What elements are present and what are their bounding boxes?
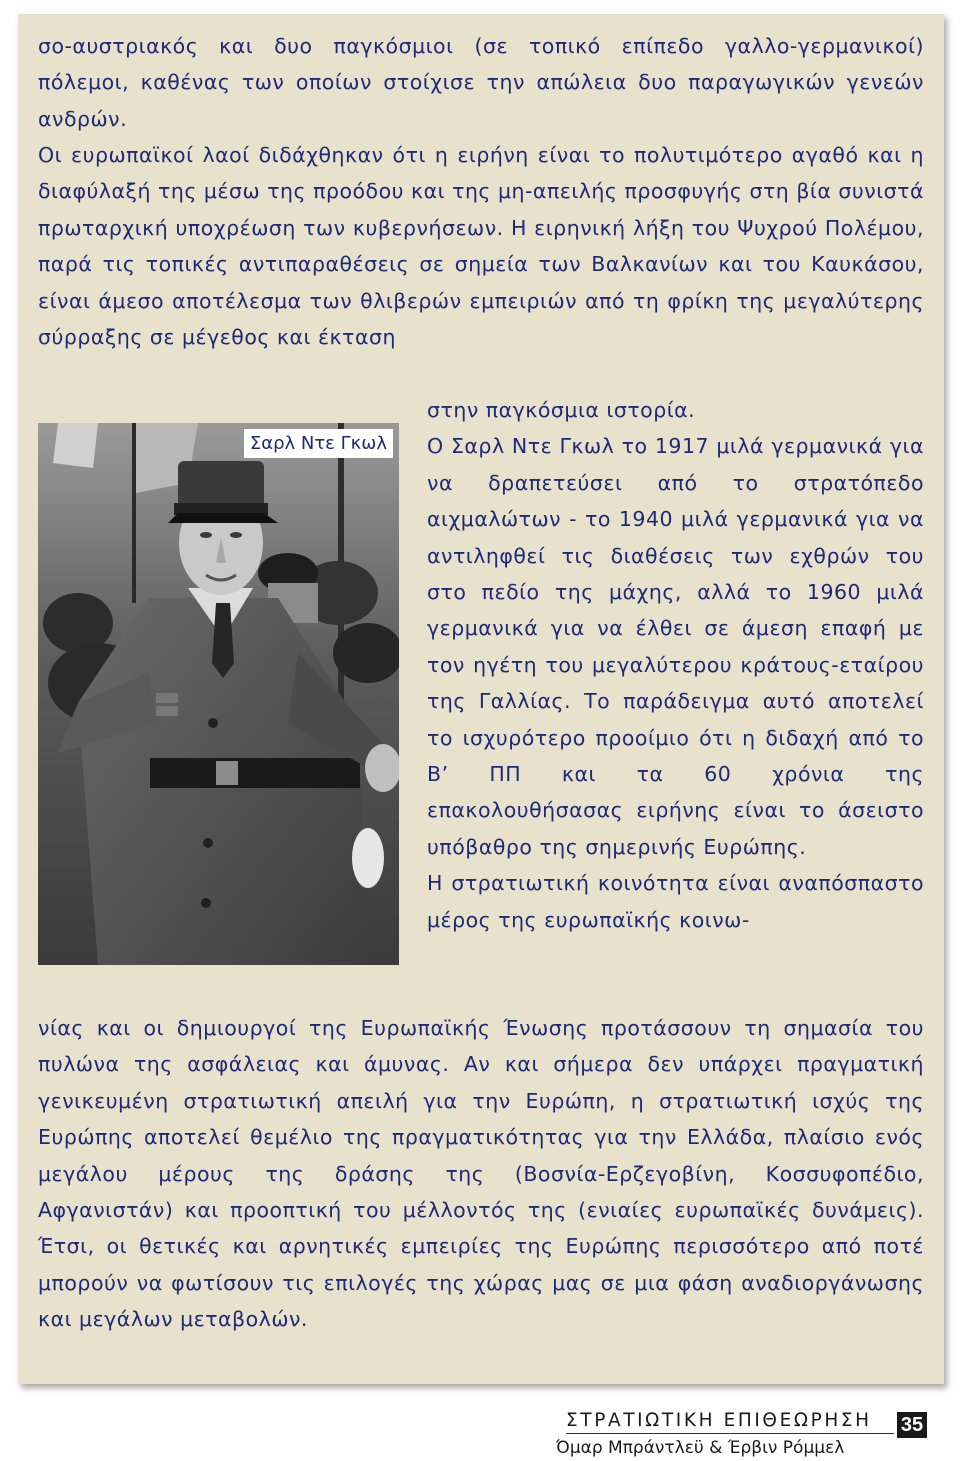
paragraph-top: σο-αυστριακός και δυο παγκόσμιοι (σε τοπικό επίπεδο γαλλο-γερμανικοί) πόλεμοι, καθένας των οποίων στοίχισε την απώλεια δυο παραγωγικών γενεών ανδρών.	[38, 34, 924, 131]
footer-divider	[566, 1433, 894, 1434]
photo-illustration	[38, 423, 399, 965]
paragraph-military-start: Η στρατιωτική κοινότητα είναι αναπόσπαστο μέρος της ευρωπαϊκής κοινω-	[427, 871, 924, 932]
photo-caption: Σαρλ Ντε Γκωλ	[244, 429, 393, 458]
publication-title: ΣΤΡΑΤΙΩΤΙΚΗ ΕΠΙΘΕΩΡΗΣΗ	[566, 1410, 872, 1431]
paragraph-peace-end: στην παγκόσμια ιστορία.	[427, 398, 696, 422]
photo-figure	[38, 423, 399, 965]
article-authors: Όμαρ Μπράντλεϋ & Έρβιν Ρόμμελ	[556, 1438, 845, 1458]
page-number: 35	[897, 1412, 927, 1438]
paragraph-military-rest: νίας και οι δημιουργοί της Ευρωπαϊκής Ένωσης προτάσσουν τη σημασία του πυλώνα της ασφάλειας και άμυνας. Αν και σήμερα δεν υπάρχει πραγματική γενικευμένη στρατιωτική απειλή για την Ευρώπη, η στρατιωτική ισχύς της Ευρώπης αποτελεί θεμέλιο της πραγματικότητας για την Ελλάδα, πλαίσιο ενός μεγάλου μέρους της δράσης της (Βοσνία-Ερζεγοβίνη, Κοσσυφοπέδιο, Αφγανιστάν) και προοπτική του μέλλοντός της (ενιαίες ευρωπαϊκές δυνάμεις). Έτσι, οι θετικές και αρνητικές εμπειρίες της Ευρώπης περισσότερο από ποτέ μπορούν να φωτίσουν τις επιλογές της χώρας μας σε μια φάση αναδιοργάνωσης και μεγάλων μεταβολών.	[38, 1016, 924, 1332]
paragraph-peace: Οι ευρωπαϊκοί λαοί διδάχθηκαν ότι η ειρήνη είναι το πολυτιμότερο αγαθό και η διαφύλαξή της μέσω της προόδου και της μη-απειλής προσφυγής στη βία συνιστά πρωταρχική υποχρέωση των κυβερνήσεων. Η ειρηνική λήξη του Ψυχρού Πολέμου, παρά τις τοπικές αντιπαραθέσεις σε σημεία των Βαλκανίων και του Καυκάσου, είναι άμεσο αποτέλεσμα των θλιβερών εμπειριών από τη φρίκη της μεγαλύτερης σύρραξης σε μέγεθος και έκταση	[38, 143, 924, 350]
article-panel	[18, 14, 944, 1384]
right-column	[427, 392, 924, 938]
paragraph-de-gaulle: Ο Σαρλ Ντε Γκωλ το 1917 μιλά γερμανικά για να δραπετεύσει από το στρατόπεδο αιχμαλώτων - το 1940 μιλά γερμανικά για να αντιληφθεί τις διαθέσεις των εχθρών του στο πεδίο της μάχης, αλλά το 1960 μιλά γερμανικά για να έλθει σε άμεση επαφή με τον ηγέτη του μεγαλύτερου κράτους-εταίρου της Γαλλίας. Το παράδειγμα αυτό αποτελεί το ισχυρότερο προοίμιο ότι η διδαχή από το Β’ ΠΠ και τα 60 χρόνια της επακολουθήσασας ειρήνης είναι το άσειστο υπόβαθρο της σημερινής Ευρώπης.	[427, 434, 924, 859]
de-gaulle-photo	[38, 423, 399, 965]
